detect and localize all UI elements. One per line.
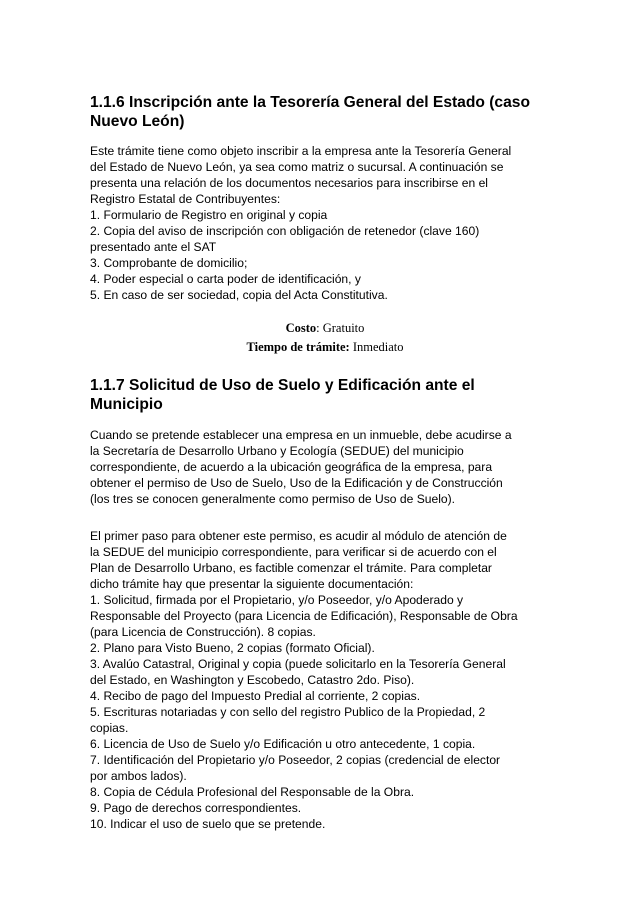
text-line: Este trámite tiene como objeto inscribir a la empresa ante la Tesorería General [90, 144, 512, 158]
section-heading-1-1-7 [90, 376, 560, 414]
list-item: 6. Licencia de Uso de Suelo y/o Edificación u otro antecedente, 1 copia. [90, 737, 476, 751]
list-item: 7. Identificación del Propietario y/o Poseedor, 2 copias (credencial de elector [90, 753, 501, 767]
text-line: El primer paso para obtener este permiso, es acudir al módulo de atención de [90, 529, 507, 543]
list-item: 3. Comprobante de domicilio; [90, 256, 248, 270]
list-item: Responsable del Proyecto (para Licencia de Edificación), Responsable de Obra [90, 609, 518, 623]
text-line: Registro Estatal de Contribuyentes: [90, 192, 281, 206]
time-value: Inmediato [349, 340, 404, 354]
heading-line: 1.1.7 Solicitud de Uso de Suelo y Edificación ante el [90, 377, 475, 394]
text-line: correspondiente, de acuerdo a la ubicación geográfica de la empresa, para [90, 460, 493, 474]
heading-line: Municipio [90, 396, 163, 413]
section-1-1-7-paragraph-2 [90, 528, 560, 832]
list-item: 9. Pago de derechos correspondientes. [90, 801, 302, 815]
section-heading-1-1-6 [90, 93, 560, 131]
time-line [90, 338, 560, 357]
text-line: (los tres se conocen generalmente como permiso de Uso de Suelo). [90, 492, 456, 506]
list-item: por ambos lados). [90, 769, 187, 783]
list-item: 1. Formulario de Registro en original y copia [90, 208, 328, 222]
list-item: 10. Indicar el uso de suelo que se pretende. [90, 817, 326, 831]
cost-line [90, 319, 560, 338]
text-line: Cuando se pretende establecer una empresa en un inmueble, debe acudirse a [90, 428, 512, 442]
text-line: dicho trámite hay que presentar la siguiente documentación: [90, 577, 414, 591]
text-line: presenta una relación de los documentos necesarios para inscribirse en el [90, 176, 488, 190]
list-item: presentado ante el SAT [90, 240, 217, 254]
document-content [90, 93, 560, 832]
list-item: 4. Poder especial o carta poder de identificación, y [90, 272, 361, 286]
text-line: la Secretaría de Desarrollo Urbano y Ecología (SEDUE) del municipio [90, 444, 464, 458]
list-item: 3. Avalúo Catastral, Original y copia (puede solicitarlo en la Tesorería General [90, 657, 506, 671]
list-item: 8. Copia de Cédula Profesional del Responsable de la Obra. [90, 785, 415, 799]
heading-line: Nuevo León) [90, 113, 185, 130]
cost-label: Costo [285, 321, 317, 335]
time-label: Tiempo de trámite: [246, 340, 350, 354]
list-item: copias. [90, 721, 129, 735]
text-line: del Estado de Nuevo León, ya sea como matriz o sucursal. A continuación se [90, 160, 504, 174]
list-item: 1. Solicitud, firmada por el Propietario, y/o Poseedor, y/o Apoderado y [90, 593, 464, 607]
list-item: del Estado, en Washington y Escobedo, Catastro 2do. Piso). [90, 673, 415, 687]
list-item: 2. Plano para Visto Bueno, 2 copias (formato Oficial). [90, 641, 375, 655]
text-line: Plan de Desarrollo Urbano, es factible comenzar el trámite. Para completar [90, 561, 492, 575]
section-1-1-7-paragraph-1 [90, 427, 560, 507]
cost-value: : Gratuito [316, 321, 365, 335]
cost-and-time-block [90, 319, 560, 357]
list-item: 4. Recibo de pago del Impuesto Predial al corriente, 2 copias. [90, 689, 421, 703]
paragraph-gap [90, 507, 560, 528]
section-1-1-6-body [90, 143, 560, 303]
text-line: la SEDUE del municipio correspondiente, para verificar si de acuerdo con el [90, 545, 497, 559]
text-line: obtener el permiso de Uso de Suelo, Uso de la Edificación y de Construcción [90, 476, 503, 490]
list-item: (para Licencia de Construcción). 8 copias. [90, 625, 316, 639]
list-item: 5. En caso de ser sociedad, copia del Acta Constitutiva. [90, 288, 388, 302]
list-item: 5. Escrituras notariadas y con sello del registro Publico de la Propiedad, 2 [90, 705, 486, 719]
heading-line: 1.1.6 Inscripción ante la Tesorería General del Estado (caso [90, 94, 530, 111]
list-item: 2. Copia del aviso de inscripción con obligación de retenedor (clave 160) [90, 224, 480, 238]
